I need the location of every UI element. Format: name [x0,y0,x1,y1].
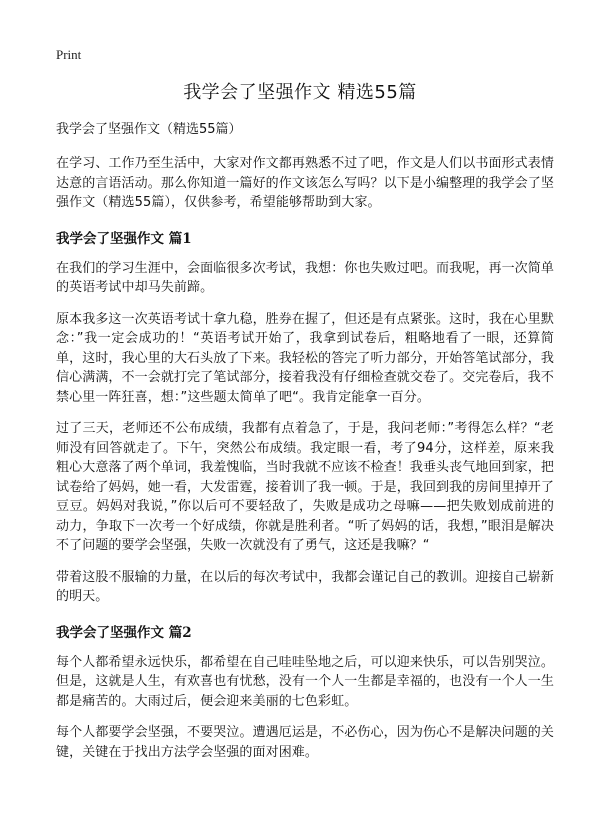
article-body [56,120,554,774]
paragraph: 每个人都希望永远快乐，都希望在自己哇哇坠地之后，可以迎来快乐，可以告别哭泣。但是，这就是人生，有欢喜也有忧愁，没有一个人一生都是幸福的，也没有一个人一生都是痛苦的。大雨过后，便会迎来美丽的七色彩虹。 [56,654,554,709]
print-link[interactable]: Print [56,47,82,62]
section-heading-1: 我学会了坚强作文 篇1 [56,230,192,247]
intro-paragraph: 在学习、工作乃至生活中，大家对作文都再熟悉不过了吧，作文是人们以书面形式表情达意的言语活动。那么你知道一篇好的作文该怎么写吗？以下是小编整理的我学会了坚强作文（精选55篇），仅供参考，希望能够帮助到大家。 [56,156,554,210]
paragraph: 过了三天，老师还不公布成绩，我都有点着急了，于是，我问老师：”考得怎么样？“老师没有回答就走了。下午，突然公布成绩。我定眼一看，考了94分，这样差，原来我粗心大意落了两个单词，我羞愧临，当时我就不应该不检查！我垂头丧气地回到家，把试卷给了妈妈，她一看，大发雷霆，接着训了我一顿。于是，我回到我的房间里掉开了豆豆。妈妈对我说，”你以后可不要轻敌了，失败是成功之母嘛——把失败划成前进的动力，争取下一次考一个好成绩，你就是胜利者。“听了妈妈的话，我想，”眼泪是解决不了问题的要学会坚强，失败一次就没有了勇气，这还是我嘛？“ [56,421,554,553]
page-title: 我学会了坚强作文 精选55篇 [183,82,417,103]
paragraph: 原本我多这一次英语考试十拿九稳，胜券在握了，但还是有点紧张。这时，我在心里默念：”我一定会成功的！“英语考试开始了，我拿到试卷后，粗略地看了一眼，还算简单，这时，我心里的大石头放了下来。我轻松的答完了听力部分，开始答笔试部分，我信心满满，不一会就打完了笔试部分，接着我没有仔细检查就交卷了。交完卷后，我不禁心里一阵狂喜，想：”这些题太简单了吧“。我肯定能拿一百分。 [56,311,554,405]
paragraph: 带着这股不服输的力量，在以后的每次考试中，我都会谨记自己的教训。迎接自己崭新的明天。 [56,569,554,604]
paragraph: 在我们的学习生涯中，会面临很多次考试，我想：你也失败过吧。而我呢，再一次简单的英语考试中却马失前蹄。 [56,260,554,295]
section-heading-2: 我学会了坚强作文 篇2 [56,624,192,641]
article-subtitle: 我学会了坚强作文（精选55篇） [56,122,242,137]
paragraph: 每个人都要学会坚强，不要哭泣。遭遇厄运是，不必伤心，因为伤心不是解决问题的关键，关键在于找出方法学会坚强的面对困难。 [56,725,554,760]
